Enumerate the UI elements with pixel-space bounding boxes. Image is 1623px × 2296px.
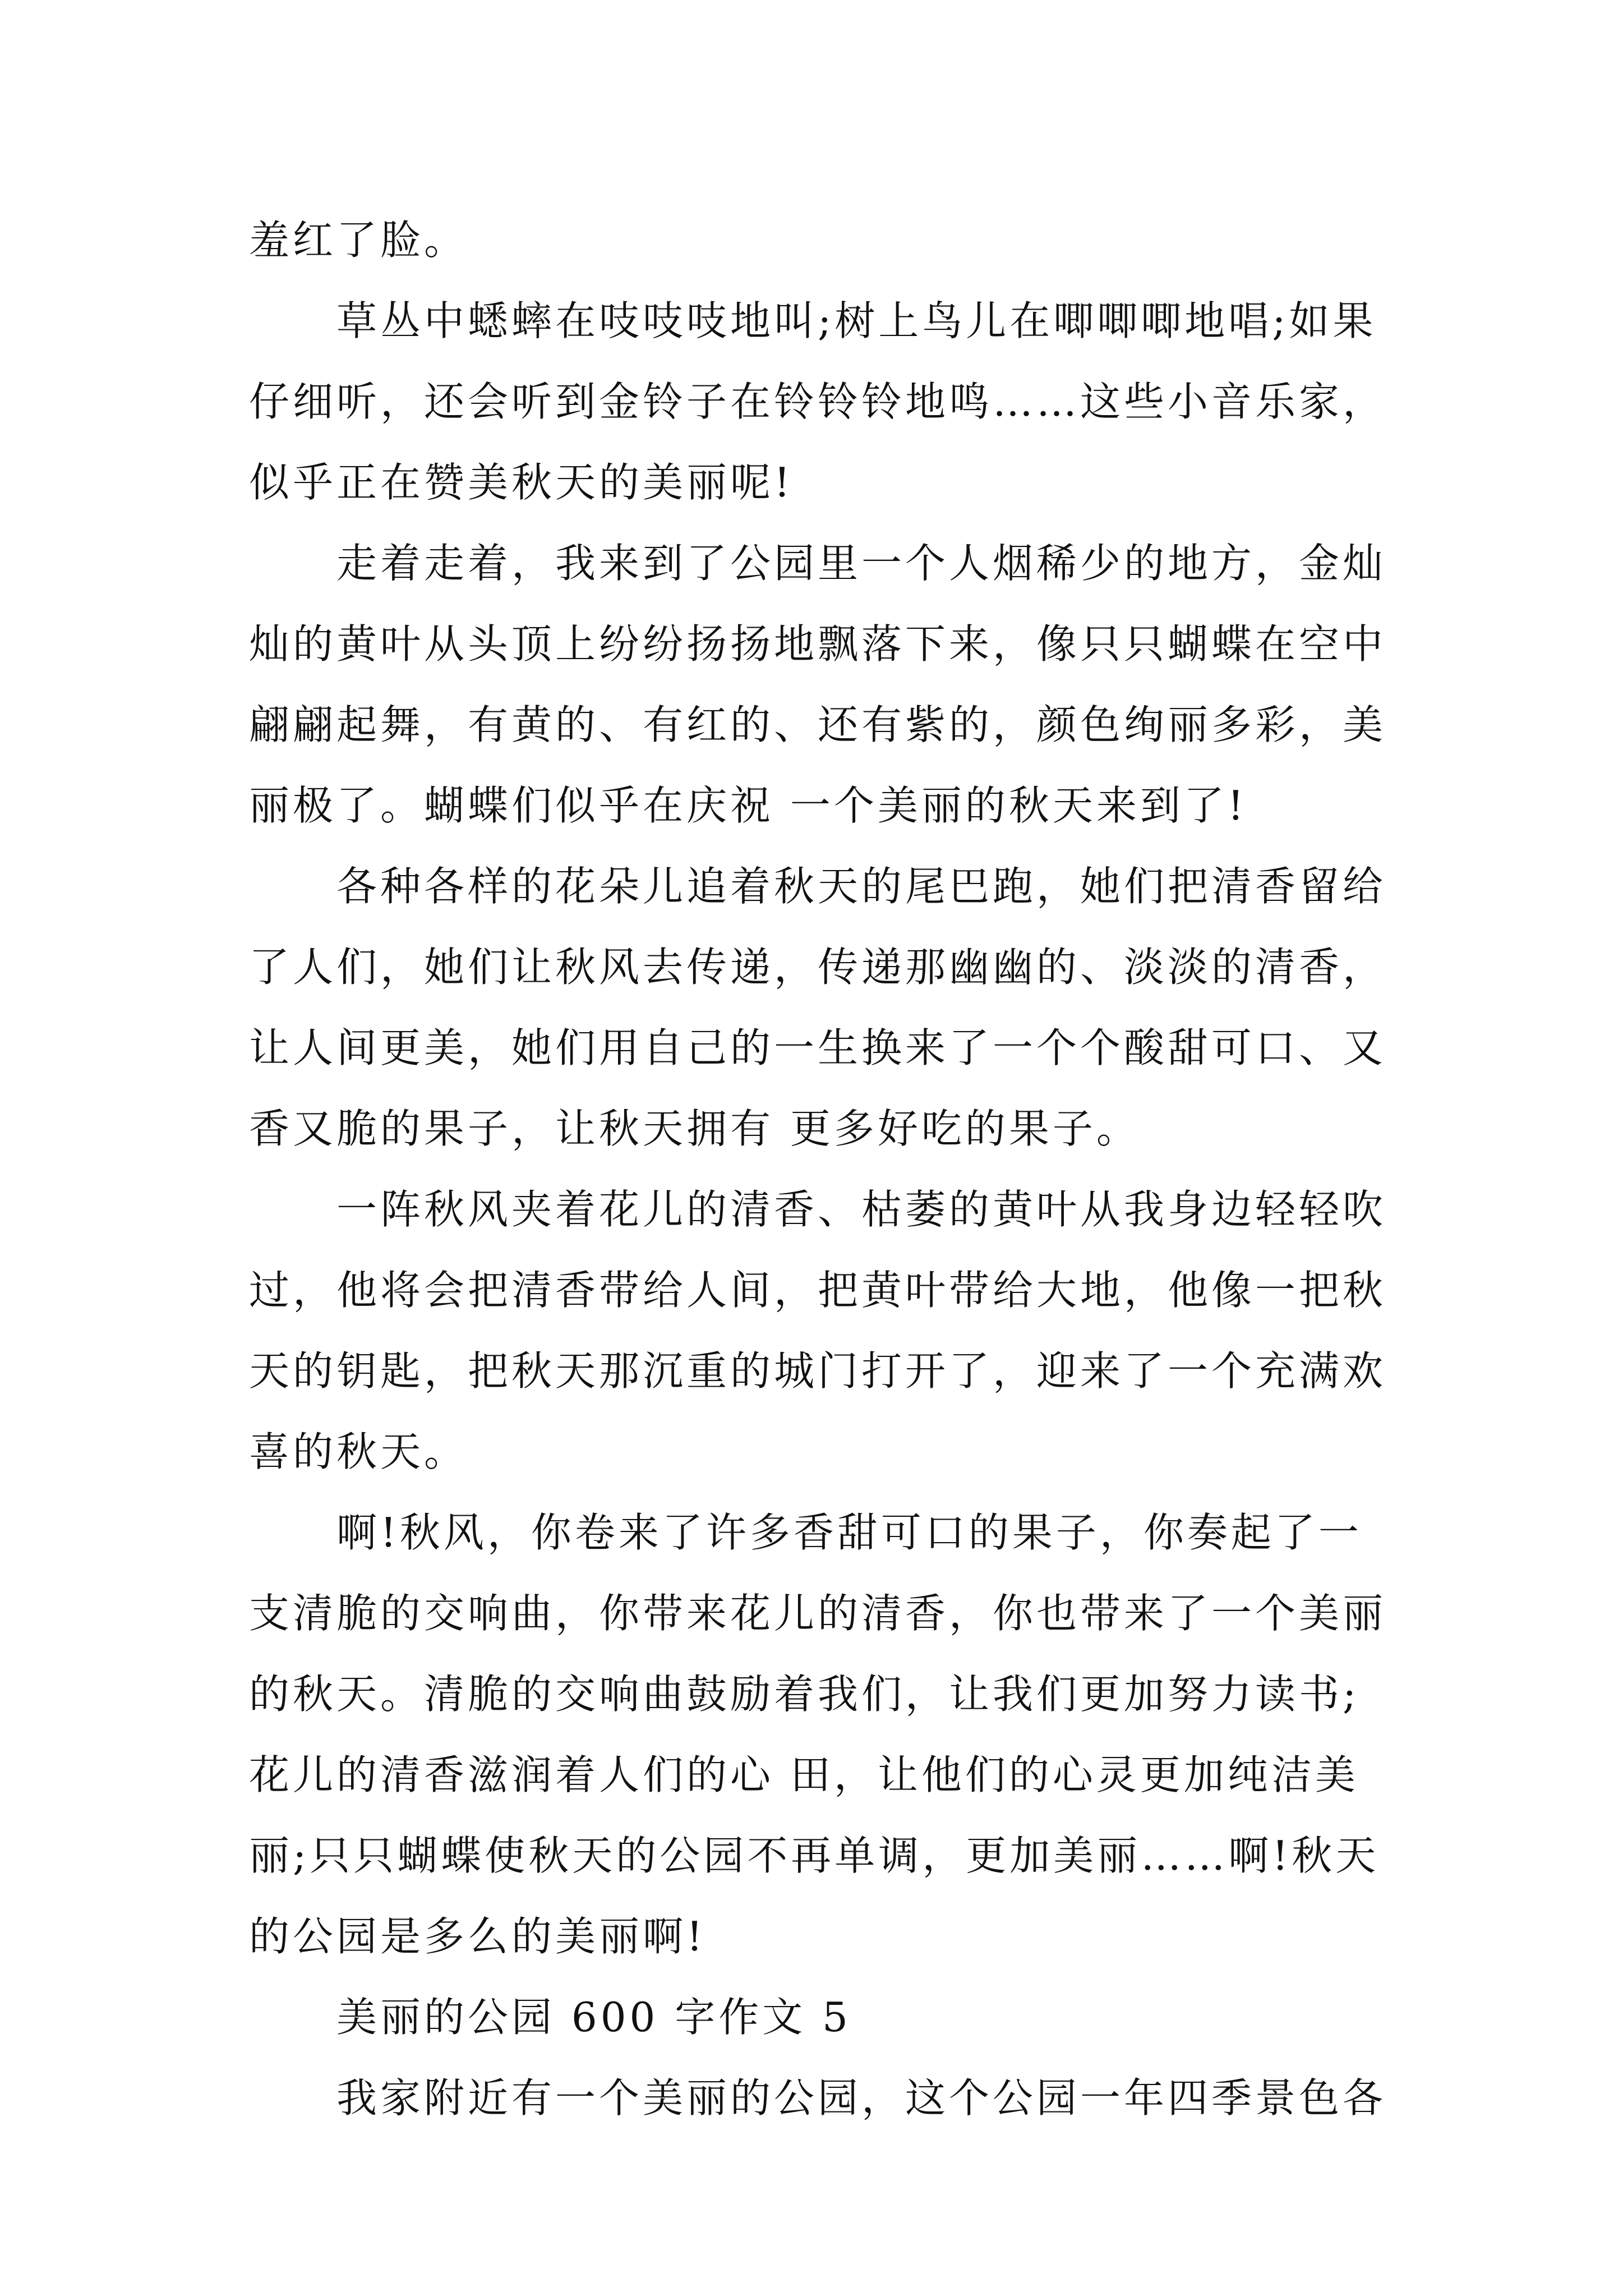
text-line: 似乎正在赞美秋天的美丽呢!: [249, 459, 794, 506]
section-heading: 美丽的公园 600 字作文 5: [336, 1994, 851, 2041]
text-line: 的公园是多么的美丽啊!: [249, 1913, 706, 1960]
text-line: 翩翩起舞，有黄的、有红的、还有紫的，颜色绚丽多彩，美: [249, 701, 1387, 748]
text-line: 灿的黄叶从头顶上纷纷扬扬地飘落下来，像只只蝴蝶在空中: [249, 620, 1387, 668]
text-line: 丽极了。蝴蝶们似乎在庆祝 一个美丽的秋天来到了!: [249, 782, 1247, 829]
essay-body: [249, 200, 1387, 2138]
text-line: 羞红了脸。: [249, 217, 468, 264]
text-line: 让人间更美，她们用自己的一生换来了一个个酸甜可口、又: [249, 1024, 1387, 1071]
text-line: 的秋天。清脆的交响曲鼓励着我们，让我们更加努力读书;: [249, 1671, 1360, 1718]
text-line: 丽;只只蝴蝶使秋天的公园不再单调，更加美丽……啊!秋天: [249, 1832, 1380, 1879]
text-line: 啊!秋风，你卷来了许多香甜可口的果子，你奏起了一: [336, 1509, 1362, 1556]
text-line: 了人们，她们让秋风去传递，传递那幽幽的、淡淡的清香，: [249, 944, 1387, 991]
text-line: 各种各样的花朵儿追着秋天的尾巴跑，她们把清香留给: [336, 863, 1387, 910]
text-line: 仔细听，还会听到金铃子在铃铃铃地鸣……这些小音乐家，: [249, 378, 1387, 425]
text-line: 喜的秋天。: [249, 1428, 468, 1475]
text-line: 走着走着，我来到了公园里一个人烟稀少的地方，金灿: [336, 540, 1387, 587]
text-line: 过，他将会把清香带给人间，把黄叶带给大地，他像一把秋: [249, 1267, 1387, 1314]
text-line: 香又脆的果子，让秋天拥有 更多好吃的果子。: [249, 1105, 1140, 1152]
text-line: 我家附近有一个美丽的公园，这个公园一年四季景色各: [336, 2074, 1387, 2122]
text-line: 一阵秋风夹着花儿的清香、枯萎的黄叶从我身边轻轻吹: [336, 1186, 1387, 1233]
text-line: 天的钥匙，把秋天那沉重的城门打开了，迎来了一个充满欢: [249, 1347, 1387, 1395]
text-line: 花儿的清香滋润着人们的心 田，让他们的心灵更加纯洁美: [249, 1751, 1359, 1798]
text-line: 草丛中蟋蟀在吱吱吱地叫;树上鸟儿在唧唧唧地唱;如果: [336, 297, 1377, 344]
text-line: 支清脆的交响曲，你带来花儿的清香，你也带来了一个美丽: [249, 1590, 1387, 1637]
